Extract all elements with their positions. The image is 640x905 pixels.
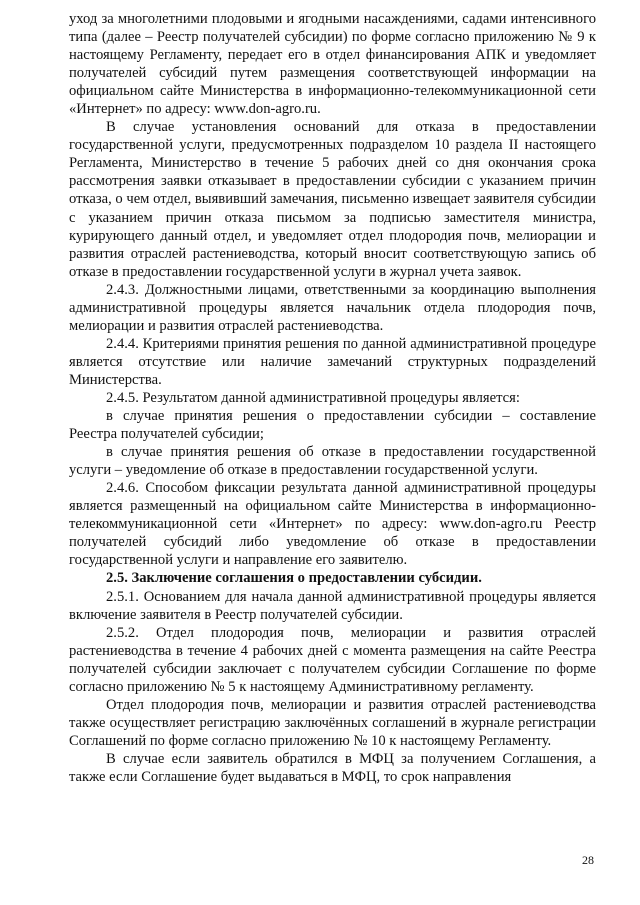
paragraph-2-5-2: 2.5.2. Отдел плодородия почв, мелиорации и развития отраслей растениеводства в течение 4 рабочих дней с момента размещения на сайте Реестра получателей субсидии заключает с получателем субсидии Соглашение по форме согласно приложению № 5 к настоящему Административному регламенту. [69,624,596,695]
paragraph-2-4-5: 2.4.5. Результатом данной административной процедуры является: [106,389,520,406]
document-page [69,10,596,786]
paragraph-2-4-4: 2.4.4. Критериями принятия решения по данной административной процедуре является отсутствие или наличие замечаний структурных подразделений Министерства. [69,335,596,388]
paragraph-registration: Отдел плодородия почв, мелиорации и развития отраслей растениеводства также осуществляет регистрацию заключённых соглашений в журнале регистрации Соглашений по форме согласно приложению № 10 к настоящему Регламенту. [69,696,596,749]
paragraph-registry-continuation: уход за многолетними плодовыми и ягодными насаждениями, садами интенсивного типа (далее – Реестр получателей субсидии) по форме согласно приложению № 9 к настоящему Регламенту, передает его в отдел финансирования АПК и уведомляет получателей субсидий путем размещения соответствующей информации на официальном сайте Министерства в информационно-телекоммуникационной сети «Интернет» по адресу: www.don-agro.ru. [69,11,596,118]
paragraph-refusal-grounds: В случае установления оснований для отказа в предоставлении государственной услуги, предусмотренных подразделом 10 раздела II настоящего Регламента, Министерство в течение 5 рабочих дней со дня окончания срока рассмотрения заявки отказывает в предоставлении субсидии с указанием причин отказа, о чем отдел, выявивший замечания, письменно извещает заявителя субсидии с указанием причин отказа письмом за подписью заместителя министра, курирующего данный отдел, и уведомляет отдел плодородия почв, мелиорации и развития отраслей растениеводства, который вносит соответствующую запись об отказе в предоставлении государственной услуги в журнал учета заявок. [69,119,596,280]
section-heading-2-5: 2.5. Заключение соглашения о предоставлении субсидии. [106,570,482,587]
page-number: 28 [582,853,594,867]
paragraph-mfc: В случае если заявитель обратился в МФЦ за получением Соглашения, а также если Соглашение будет выдаваться в МФЦ, то срок направления [69,750,596,785]
paragraph-2-4-6: 2.4.6. Способом фиксации результата данной административной процедуры является размещенный на официальном сайте Министерства в информационно-телекоммуникационной сети «Интернет» по адресу: www.don-agro.ru Реестр получателей субсидий либо уведомление об отказе в предоставлении государственной услуги и направление его заявителю. [69,480,596,569]
paragraph-2-5-1: 2.5.1. Основанием для начала данной административной процедуры является включение заявителя в Реестр получателей субсидии. [69,588,596,623]
paragraph-result-refusal: в случае принятия решения об отказе в предоставлении государственной услуги – уведомление об отказе в предоставлении государственной услуги. [69,444,596,479]
paragraph-2-4-3: 2.4.3. Должностными лицами, ответственными за координацию выполнения административной процедуры является начальник отдела плодородия почв, мелиорации и развития отраслей растениеводства. [69,281,596,334]
paragraph-result-approval: в случае принятия решения о предоставлении субсидии – составление Реестра получателей субсидии; [69,408,596,443]
